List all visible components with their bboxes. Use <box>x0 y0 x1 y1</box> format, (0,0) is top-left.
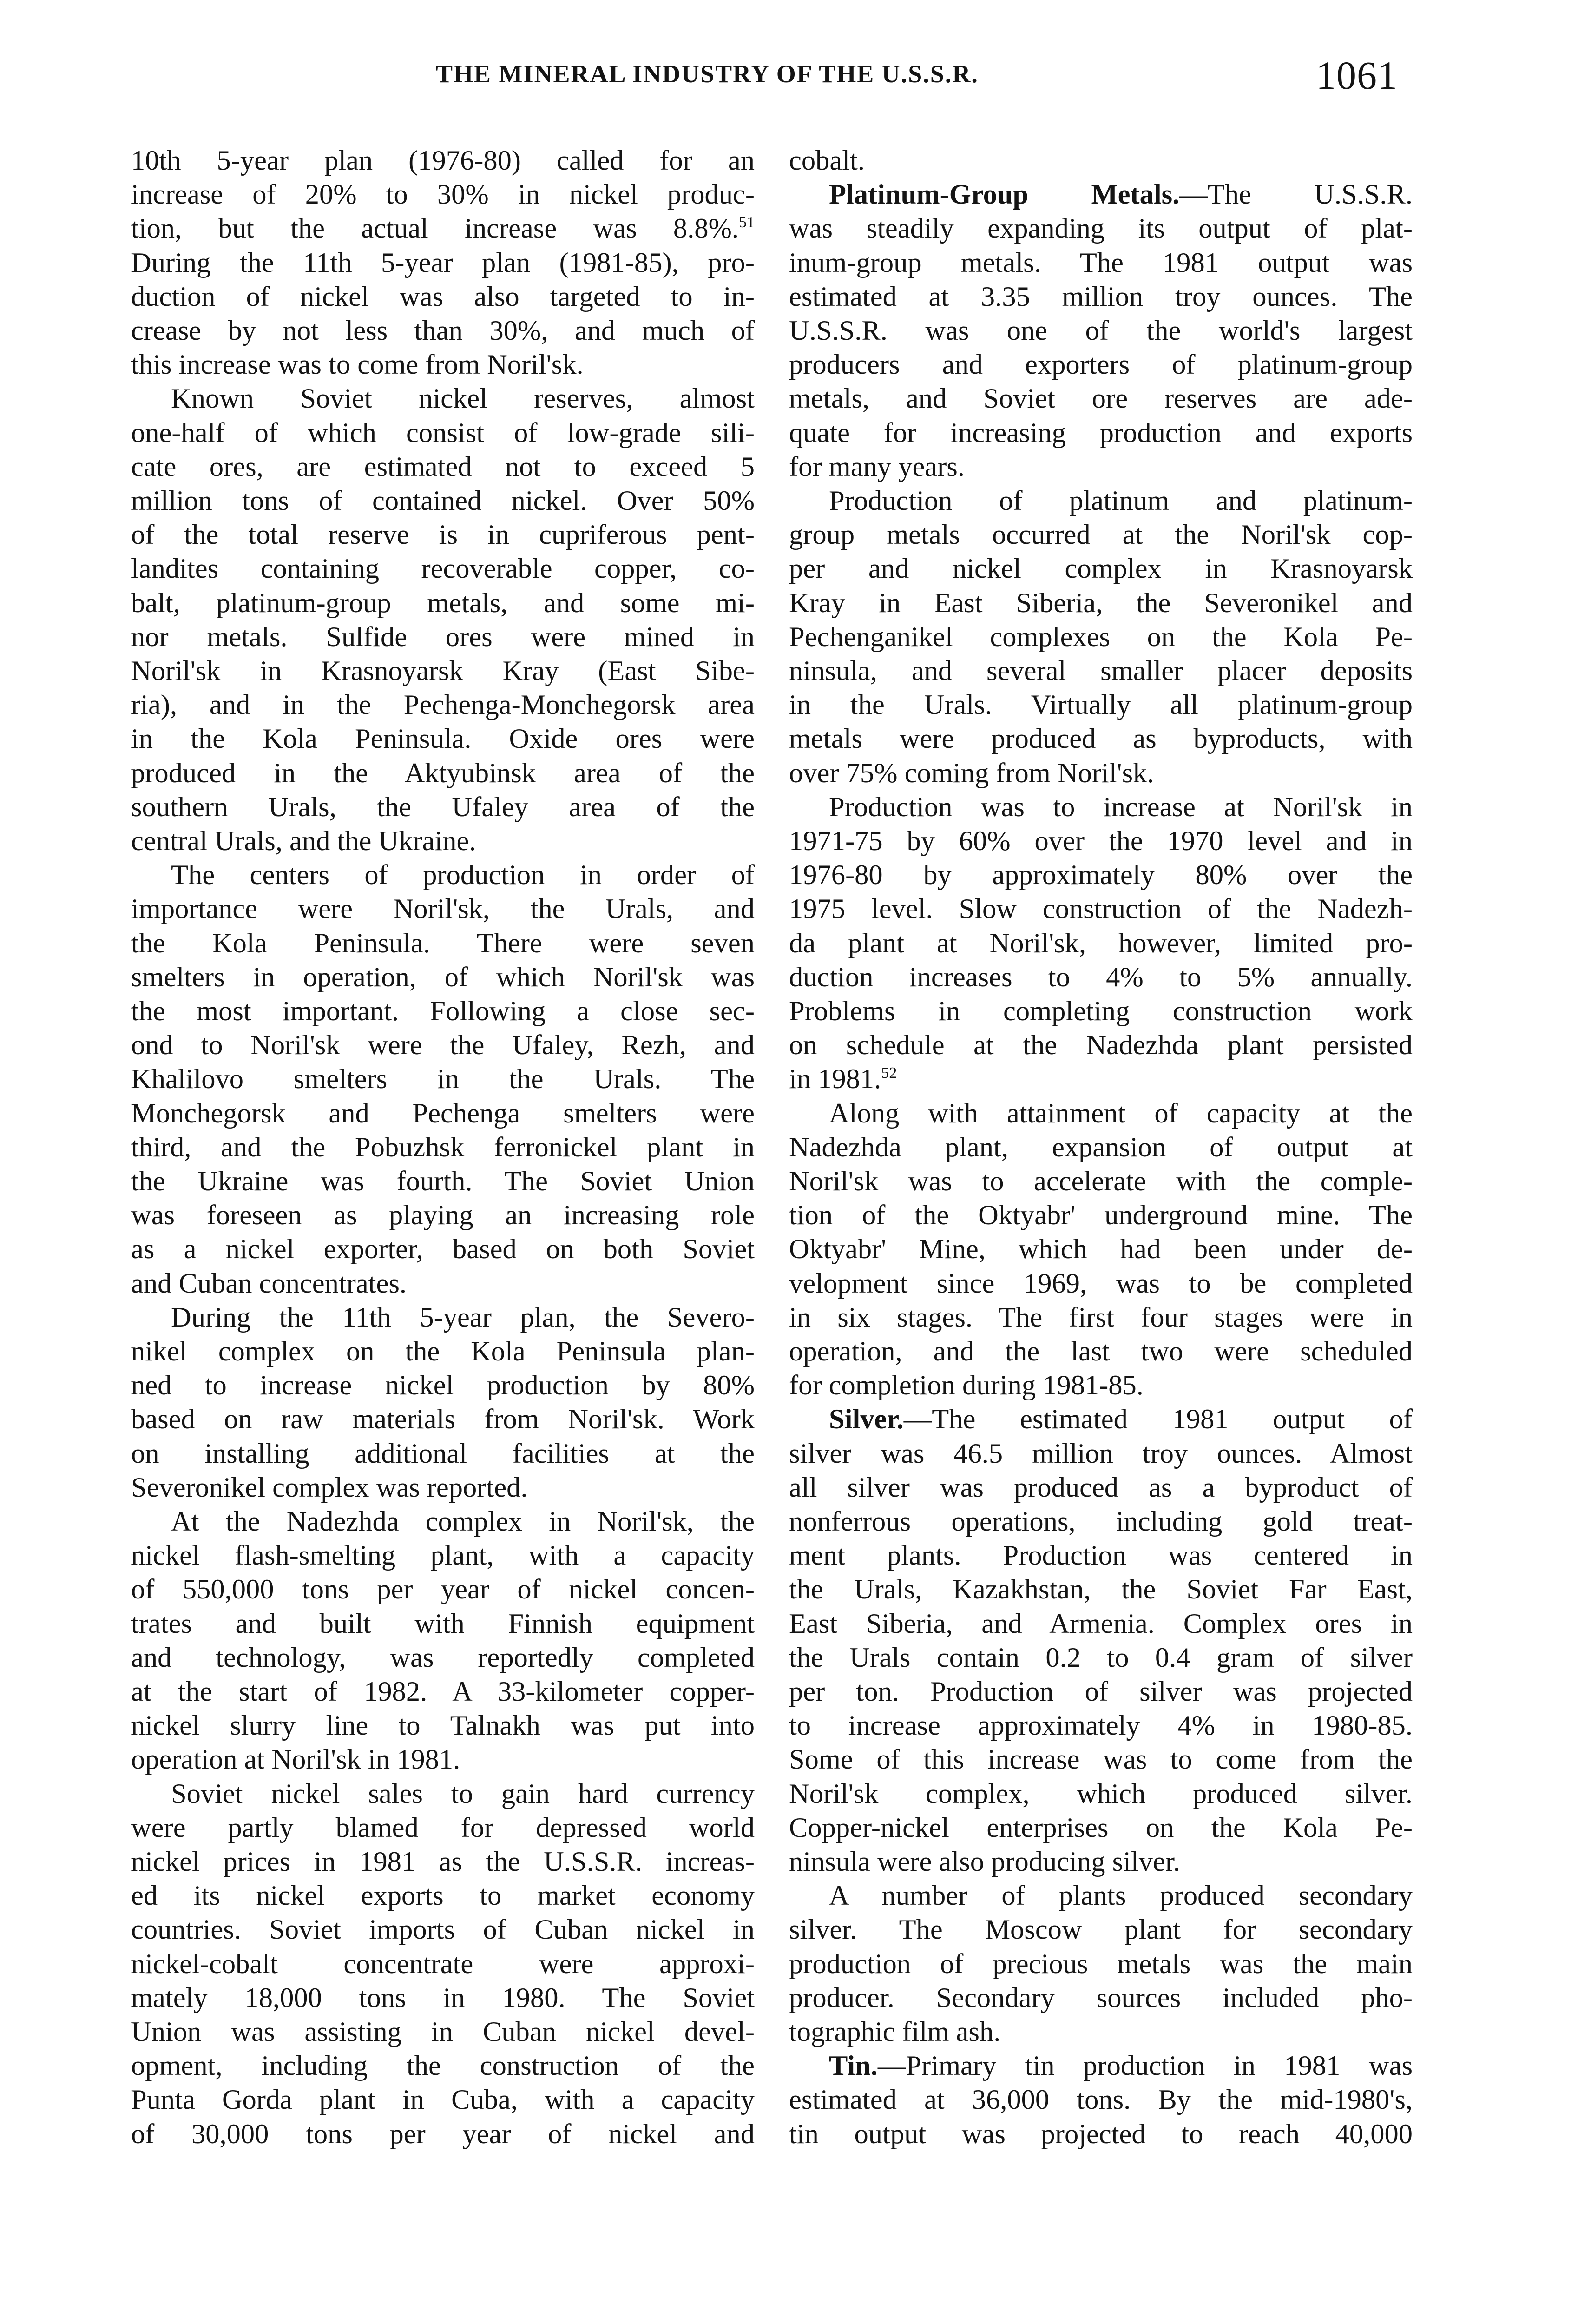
line-text: inum-group metals. The 1981 output was <box>789 247 1413 278</box>
text-line <box>789 1503 1413 1540</box>
line-text: Severonikel complex was reported. <box>131 1472 528 1503</box>
text-line <box>131 1707 755 1744</box>
line-text: ment plants. Production was centered in <box>789 1540 1413 1571</box>
text-line <box>131 142 755 179</box>
text-line <box>131 1367 755 1404</box>
line-text: importance were Noril'sk, the Urals, and <box>131 893 755 924</box>
text-line <box>131 1639 755 1677</box>
line-text: nickel-cobalt concentrate were approxi- <box>131 1948 755 1980</box>
line-text: During the 11th 5-year plan (1981-85), pro- <box>131 247 755 278</box>
line-text: million tons of contained nickel. Over 50% <box>131 485 755 516</box>
text-line <box>131 415 755 452</box>
text-line <box>131 687 755 724</box>
line-text: Noril'sk was to accelerate with the comple- <box>789 1166 1413 1197</box>
line-text: at the start of 1982. A 33-kilometer copper- <box>131 1676 755 1707</box>
text-line <box>789 1707 1413 1744</box>
text-line <box>829 482 1413 520</box>
line-text: duction of nickel was also targeted to in- <box>131 281 755 312</box>
line-text: Copper-nickel enterprises on the Kola Pe- <box>789 1812 1413 1843</box>
line-text: 10th 5-year plan (1976-80) called for an <box>131 145 755 176</box>
text-line <box>789 925 1413 962</box>
text-line <box>789 1911 1413 1948</box>
line-text: Oktyabr' Mine, which had been under de- <box>789 1234 1413 1265</box>
line-text: produced in the Aktyubinsk area of the <box>131 758 755 789</box>
line-text: East Siberia, and Armenia. Complex ores in <box>789 1608 1413 1639</box>
text-line <box>131 1197 755 1234</box>
footnote-ref: 52 <box>881 1064 897 1082</box>
text-line <box>171 1776 755 1813</box>
text-line <box>789 1980 1413 2017</box>
line-text: balt, platinum-group metals, and some mi- <box>131 588 755 619</box>
line-text: nonferrous operations, including gold treat- <box>789 1506 1413 1537</box>
text-line <box>789 2116 1413 2153</box>
line-text: ond to Noril'sk were the Ufaley, Rezh, and <box>131 1030 755 1061</box>
text-line <box>131 1129 755 1166</box>
text-line <box>131 653 755 690</box>
text-line <box>131 1027 755 1064</box>
text-line <box>829 1877 1413 1915</box>
line-text: Production was to increase at Noril'sk in <box>829 792 1413 823</box>
text-line <box>829 789 1413 826</box>
text-line <box>131 516 755 554</box>
line-text: central Urals, and the Ukraine. <box>131 825 476 857</box>
line-text: Kray in East Siberia, the Severonikel and <box>789 588 1413 619</box>
line-text: —The U.S.S.R. <box>1179 179 1413 210</box>
line-text: third, and the Pobuzhsk ferronickel plant in <box>131 1132 755 1163</box>
page-number: 1061 <box>1316 53 1398 98</box>
text-line <box>789 1061 897 1098</box>
text-line <box>131 278 755 316</box>
text-line <box>789 1605 1413 1643</box>
line-text: crease by not less than 30%, and much of <box>131 315 755 346</box>
text-line <box>131 1809 755 1847</box>
line-text: based on raw materials from Noril'sk. Work <box>131 1404 755 1435</box>
text-line <box>131 1537 755 1574</box>
text-line <box>131 176 755 213</box>
text-line <box>131 925 755 962</box>
line-text: Problems in completing construction work <box>789 996 1413 1027</box>
text-line <box>789 1741 1413 1778</box>
footnote-ref: 51 <box>739 214 755 231</box>
text-line <box>131 1877 755 1915</box>
line-text: trates and built with Finnish equipment <box>131 1608 755 1639</box>
text-line <box>789 1776 1413 1813</box>
line-text: Along with attainment of capacity at the <box>829 1098 1413 1129</box>
text-line <box>789 1537 1413 1574</box>
line-text: operation at Noril'sk in 1981. <box>131 1744 460 1775</box>
text-line <box>789 1435 1413 1472</box>
line-text: operation, and the last two were scheduled <box>789 1336 1413 1367</box>
text-line <box>131 1673 755 1710</box>
line-text: the Ukraine was fourth. The Soviet Union <box>131 1166 755 1197</box>
text-line <box>789 2081 1413 2119</box>
line-text: countries. Soviet imports of Cuban nickel in <box>131 1914 755 1945</box>
line-text: and Cuban concentrates. <box>131 1268 407 1299</box>
line-text: ninsula were also producing silver. <box>789 1846 1180 1877</box>
platinum-heading: Platinum-Group Metals. <box>829 179 1180 210</box>
text-line <box>789 1367 1144 1404</box>
text-line <box>789 857 1413 894</box>
line-text: of 550,000 tons per year of nickel concen- <box>131 1574 755 1605</box>
text-line <box>131 312 755 350</box>
line-text: Monchegorsk and Pechenga smelters were <box>131 1098 755 1129</box>
line-text: Union was assisting in Cuban nickel devel- <box>131 2016 755 2047</box>
text-line <box>131 789 755 826</box>
text-line <box>131 2047 755 2085</box>
text-line <box>789 687 1413 724</box>
line-text: the most important. Following a close sec- <box>131 996 755 1027</box>
text-line <box>789 550 1413 588</box>
text-line <box>131 1265 407 1302</box>
text-line <box>789 959 1413 996</box>
line-text: all silver was produced as a byproduct of <box>789 1472 1413 1503</box>
line-text: ned to increase nickel production by 80% <box>131 1370 755 1401</box>
text-line <box>789 2014 1000 2051</box>
line-text: Noril'sk in Krasnoyarsk Kray (East Sibe- <box>131 655 755 687</box>
text-line <box>131 1946 755 1983</box>
text-line <box>789 346 1413 383</box>
text-line <box>131 1333 755 1370</box>
text-line <box>131 755 755 792</box>
line-text: Khalilovo smelters in the Urals. The <box>131 1063 755 1095</box>
text-line <box>789 312 1413 350</box>
line-text: the Kola Peninsula. There were seven <box>131 928 755 959</box>
line-text: in six stages. The first four stages were in <box>789 1302 1413 1333</box>
line-text: the Urals, Kazakhstan, the Soviet Far East, <box>789 1574 1413 1605</box>
line-text: ria), and in the Pechenga-Monchegorsk area <box>131 689 755 720</box>
line-text: Nadezhda plant, expansion of output at <box>789 1132 1413 1163</box>
text-line <box>789 142 865 179</box>
line-text: producers and exporters of platinum-group <box>789 349 1413 380</box>
text-line <box>131 1843 755 1881</box>
line-text: ninsula, and several smaller placer deposits <box>789 655 1413 687</box>
text-line <box>131 1571 755 1608</box>
text-line <box>789 585 1413 622</box>
text-line <box>131 1231 755 1268</box>
text-line <box>171 380 755 417</box>
text-line <box>789 415 1413 452</box>
text-line <box>131 482 755 520</box>
text-line <box>789 1163 1413 1200</box>
line-text: the Urals contain 0.2 to 0.4 gram of silver <box>789 1642 1413 1673</box>
line-text: this increase was to come from Noril'sk. <box>131 349 584 380</box>
tin-heading: Tin. <box>829 2050 878 2081</box>
line-text: metals, and Soviet ore reserves are ade- <box>789 383 1413 414</box>
line-text: silver was 46.5 million troy ounces. Almost <box>789 1438 1413 1469</box>
line-text: Some of this increase was to come from the <box>789 1744 1413 1775</box>
line-text: nickel slurry line to Talnakh was put into <box>131 1710 755 1741</box>
text-line <box>829 176 1413 213</box>
line-text: da plant at Noril'sk, however, limited pro- <box>789 928 1413 959</box>
line-text: of 30,000 tons per year of nickel and <box>131 2119 755 2150</box>
text-line <box>789 720 1413 758</box>
text-line <box>131 449 755 486</box>
running-title: THE MINERAL INDUSTRY OF THE U.S.S.R. <box>436 60 979 88</box>
line-text: duction increases to 4% to 5% annually. <box>789 962 1413 993</box>
text-line <box>131 891 755 928</box>
text-line <box>131 244 755 282</box>
line-text: over 75% coming from Noril'sk. <box>789 758 1154 789</box>
text-line <box>829 1095 1413 1132</box>
text-line <box>131 1911 755 1948</box>
line-text: cobalt. <box>789 145 865 176</box>
text-line <box>789 278 1413 316</box>
text-line <box>829 1401 1413 1438</box>
text-line <box>789 619 1413 656</box>
line-text: Known Soviet nickel reserves, almost <box>171 383 755 414</box>
line-text: increase of 20% to 30% in nickel produc- <box>131 179 755 210</box>
line-text: 1975 level. Slow construction of the Nadezh- <box>789 893 1413 924</box>
text-line <box>789 1469 1413 1506</box>
text-line <box>131 1469 527 1506</box>
line-text: Noril'sk complex, which produced silver. <box>789 1778 1413 1809</box>
text-line <box>131 2081 755 2119</box>
line-text: U.S.S.R. was one of the world's largest <box>789 315 1413 346</box>
text-line <box>789 993 1413 1030</box>
line-text: production of precious metals was the main <box>789 1948 1413 1980</box>
line-text: and technology, was reportedly completed <box>131 1642 755 1673</box>
text-line <box>789 1265 1413 1302</box>
text-line <box>789 516 1413 554</box>
silver-heading: Silver. <box>829 1404 904 1435</box>
line-text: 1971-75 by 60% over the 1970 level and in <box>789 825 1413 857</box>
line-text: Soviet nickel sales to gain hard currency <box>171 1778 755 1809</box>
text-line <box>789 653 1413 690</box>
text-line <box>131 1435 755 1472</box>
line-text: ed its nickel exports to market economy <box>131 1880 755 1911</box>
line-text: Punta Gorda plant in Cuba, with a capacity <box>131 2084 755 2115</box>
line-text: southern Urals, the Ufaley area of the <box>131 792 755 823</box>
line-text: —The estimated 1981 output of <box>903 1404 1413 1435</box>
line-text: to increase approximately 4% in 1980-85. <box>789 1710 1413 1741</box>
text-line <box>789 1639 1413 1677</box>
line-text: smelters in operation, of which Noril'sk was <box>131 962 755 993</box>
text-line <box>131 2014 755 2051</box>
line-text: tin output was projected to reach 40,000 <box>789 2119 1413 2150</box>
text-line <box>131 2116 755 2153</box>
text-line <box>131 993 755 1030</box>
text-line <box>789 1027 1413 1064</box>
line-text: A number of plants produced secondary <box>829 1880 1413 1911</box>
line-text: 1976-80 by approximately 80% over the <box>789 859 1413 891</box>
text-line <box>131 619 755 656</box>
line-text: opment, including the construction of the <box>131 2050 755 2081</box>
line-text: producer. Secondary sources included pho- <box>789 1982 1413 2014</box>
text-line <box>131 1401 755 1438</box>
text-line <box>789 380 1413 417</box>
line-text: on schedule at the Nadezhda plant persisted <box>789 1030 1413 1061</box>
line-text: tion, but the actual increase was 8.8%. <box>131 213 739 244</box>
line-text: landites containing recoverable copper, co- <box>131 553 755 584</box>
text-line <box>789 755 1154 792</box>
line-text: cate ores, are estimated not to exceed 5 <box>131 451 755 482</box>
line-text: for completion during 1981-85. <box>789 1370 1144 1401</box>
line-text: per ton. Production of silver was projected <box>789 1676 1413 1707</box>
line-text: in 1981. <box>789 1063 881 1095</box>
line-text: estimated at 3.35 million troy ounces. The <box>789 281 1413 312</box>
line-text: was steadily expanding its output of plat- <box>789 213 1413 244</box>
text-line <box>789 1299 1413 1336</box>
text-line <box>789 1673 1413 1710</box>
line-text: quate for increasing production and exports <box>789 417 1413 449</box>
text-line <box>131 585 755 622</box>
line-text: metals were produced as byproducts, with <box>789 723 1413 754</box>
line-text: estimated at 36,000 tons. By the mid-1980's, <box>789 2084 1413 2115</box>
text-line <box>789 210 1413 247</box>
text-line <box>171 1299 755 1336</box>
line-text: was foreseen as playing an increasing role <box>131 1200 755 1231</box>
line-text: for many years. <box>789 451 965 482</box>
line-text: —Primary tin production in 1981 was <box>877 2050 1413 2081</box>
text-line <box>789 1333 1413 1370</box>
text-line <box>789 1843 1180 1881</box>
line-text: per and nickel complex in Krasnoyarsk <box>789 553 1413 584</box>
line-text: velopment since 1969, was to be completed <box>789 1268 1413 1299</box>
line-text: During the 11th 5-year plan, the Severo- <box>171 1302 755 1333</box>
line-text: as a nickel exporter, based on both Soviet <box>131 1234 755 1265</box>
text-line <box>829 2047 1413 2085</box>
text-line <box>131 1605 755 1643</box>
text-line <box>789 449 965 486</box>
line-text: on installing additional facilities at the <box>131 1438 755 1469</box>
line-text: in the Kola Peninsula. Oxide ores were <box>131 723 755 754</box>
text-line <box>131 823 476 860</box>
line-text: nickel flash-smelting plant, with a capacity <box>131 1540 755 1571</box>
text-line <box>171 857 755 894</box>
line-text: were partly blamed for depressed world <box>131 1812 755 1843</box>
line-text: mately 18,000 tons in 1980. The Soviet <box>131 1982 755 2014</box>
text-line <box>131 1980 755 2017</box>
line-text: nickel prices in 1981 as the U.S.S.R. increas- <box>131 1846 755 1877</box>
line-text: of the total reserve is in cupriferous pent- <box>131 519 755 550</box>
line-text: nor metals. Sulfide ores were mined in <box>131 621 755 653</box>
text-line <box>171 1503 755 1540</box>
text-line <box>789 1231 1413 1268</box>
line-text: At the Nadezhda complex in Noril'sk, the <box>171 1506 755 1537</box>
text-line <box>789 1129 1413 1166</box>
text-line <box>789 1946 1413 1983</box>
text-line <box>789 1809 1413 1847</box>
line-text: tion of the Oktyabr' underground mine. The <box>789 1200 1413 1231</box>
text-line <box>131 1095 755 1132</box>
text-line <box>789 1571 1413 1608</box>
text-line <box>131 959 755 996</box>
text-line <box>131 1741 460 1778</box>
line-text: nikel complex on the Kola Peninsula plan- <box>131 1336 755 1367</box>
text-line <box>789 891 1413 928</box>
text-line <box>131 1163 755 1200</box>
text-line <box>131 1061 755 1098</box>
line-text: silver. The Moscow plant for secondary <box>789 1914 1413 1945</box>
line-text: Production of platinum and platinum- <box>829 485 1413 516</box>
text-line <box>131 346 584 383</box>
text-line <box>789 244 1413 282</box>
text-line <box>789 823 1413 860</box>
text-line <box>131 720 755 758</box>
line-text: Pechenganikel complexes on the Kola Pe- <box>789 621 1413 653</box>
text-line <box>131 210 755 247</box>
text-line <box>131 550 755 588</box>
line-text: group metals occurred at the Noril'sk cop- <box>789 519 1413 550</box>
text-line <box>789 1197 1413 1234</box>
line-text: one-half of which consist of low-grade sili- <box>131 417 755 449</box>
line-text: tographic film ash. <box>789 2016 1001 2047</box>
line-text: in the Urals. Virtually all platinum-group <box>789 689 1413 720</box>
line-text: The centers of production in order of <box>171 859 755 891</box>
